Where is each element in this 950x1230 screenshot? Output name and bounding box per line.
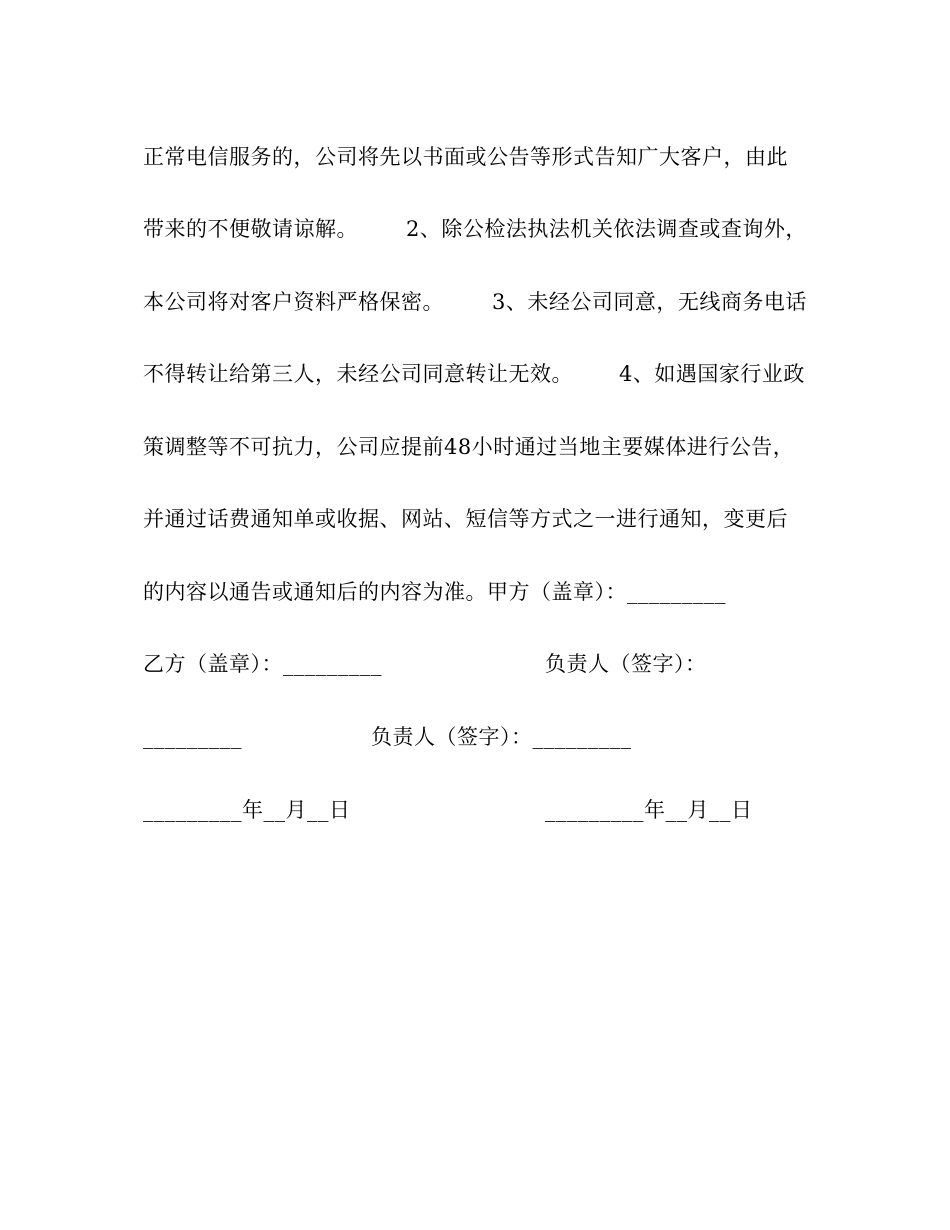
paragraph-line-6 (143, 505, 788, 533)
party-b-seal-field: 乙方（盖章）：_________ (143, 652, 382, 676)
paragraph-line-3 (143, 288, 807, 316)
paragraph-line-1 (143, 143, 788, 171)
date-field-left: _________年__月__日 (143, 798, 351, 822)
paragraph-text: 本公司将对客户资料严格保密。 (143, 290, 444, 314)
paragraph-line-7 (143, 578, 726, 606)
blank-signature-line (143, 723, 242, 751)
responsible-label: 负责人（签字）： (545, 652, 707, 676)
paragraph-line-5 (143, 433, 794, 461)
paragraph-text: 带来的不便敬请谅解。 (143, 217, 358, 241)
clause-3-text: 3、未经公司同意，无线商务电话 (492, 290, 807, 314)
paragraph-text: 策调整等不可抗力，公司应提前48小时通过当地主要媒体进行公告， (143, 435, 795, 459)
paragraph-text: 不得转让给第三人，未经公司同意转让无效。 (143, 362, 573, 386)
date-line-left (143, 796, 351, 824)
party-b-signature-line (143, 650, 382, 678)
date-line-right (545, 796, 753, 824)
clause-4-text: 4、如遇国家行业政 (619, 362, 805, 386)
responsible-signature-mid (371, 723, 632, 751)
date-field-right: _________年__月__日 (545, 798, 753, 822)
responsible-field: 负责人（签字）：_________ (371, 725, 632, 749)
party-a-signature-line: 的内容以通告或通知后的内容为准。甲方（盖章）：_________ (143, 580, 726, 604)
paragraph-line-4 (143, 360, 805, 388)
blank-field: _________ (143, 725, 242, 749)
paragraph-text: 正常电信服务的，公司将先以书面或公告等形式告知广大客户，由此 (143, 145, 788, 169)
responsible-signature-right (545, 650, 707, 678)
paragraph-text: 并通过话费通知单或收据、网站、短信等方式之一进行通知，变更后 (143, 507, 788, 531)
clause-2-text: 2、除公检法执法机关依法调查或查询外， (406, 217, 807, 241)
paragraph-line-2 (143, 215, 807, 243)
